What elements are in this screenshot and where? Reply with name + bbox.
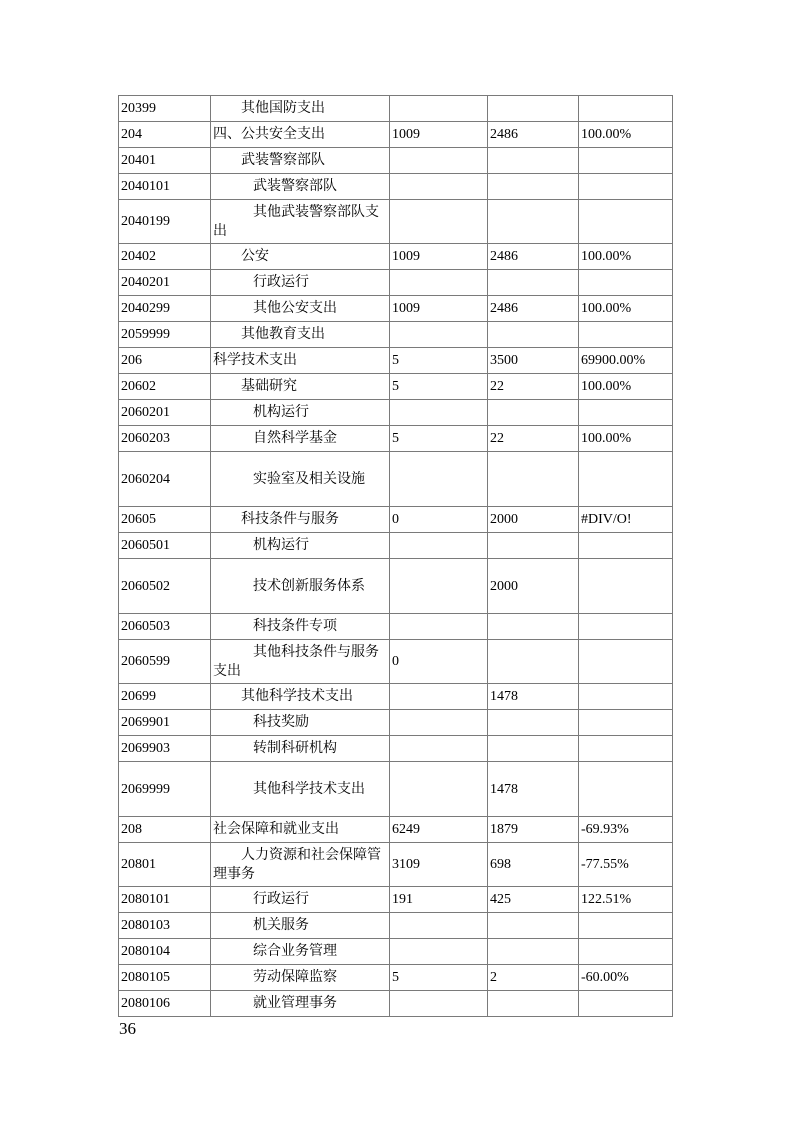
cell-value-2 xyxy=(488,96,579,122)
cell-value-2: 1478 xyxy=(488,762,579,817)
cell-name xyxy=(211,736,390,762)
cell-code: 20605 xyxy=(119,507,211,533)
cell-value-1: 5 xyxy=(390,374,488,400)
cell-value-2: 425 xyxy=(488,887,579,913)
table-row xyxy=(119,913,673,939)
cell-value-1 xyxy=(390,614,488,640)
cell-value-1 xyxy=(390,939,488,965)
cell-code: 20399 xyxy=(119,96,211,122)
cell-code: 20401 xyxy=(119,148,211,174)
cell-value-2: 2486 xyxy=(488,296,579,322)
category-name-text: 转制科研机构 xyxy=(253,741,337,756)
cell-code: 2060503 xyxy=(119,614,211,640)
cell-value-1: 5 xyxy=(390,348,488,374)
cell-percent xyxy=(579,533,673,559)
cell-name xyxy=(211,452,390,507)
cell-percent xyxy=(579,684,673,710)
table-row xyxy=(119,559,673,614)
category-name-text: 其他科学技术支出 xyxy=(241,689,353,704)
cell-name xyxy=(211,174,390,200)
cell-value-2 xyxy=(488,991,579,1017)
category-name-text: 公安 xyxy=(241,249,269,264)
cell-value-2: 22 xyxy=(488,426,579,452)
cell-percent: -69.93% xyxy=(579,817,673,843)
cell-value-2 xyxy=(488,322,579,348)
cell-value-1: 0 xyxy=(390,640,488,684)
category-name-text: 四、公共安全支出 xyxy=(213,127,325,142)
cell-value-1 xyxy=(390,322,488,348)
category-name-text: 其他教育支出 xyxy=(241,327,325,342)
cell-code: 2059999 xyxy=(119,322,211,348)
cell-percent xyxy=(579,640,673,684)
cell-name xyxy=(211,640,390,684)
cell-value-1 xyxy=(390,96,488,122)
cell-value-2 xyxy=(488,200,579,244)
table-row xyxy=(119,348,673,374)
cell-value-1 xyxy=(390,200,488,244)
category-name-text: 技术创新服务体系 xyxy=(253,578,365,594)
cell-name xyxy=(211,913,390,939)
cell-value-2: 3500 xyxy=(488,348,579,374)
cell-code: 2040101 xyxy=(119,174,211,200)
cell-value-2 xyxy=(488,148,579,174)
category-name-text: 就业管理事务 xyxy=(253,996,337,1011)
category-name-text: 科技条件专项 xyxy=(253,619,337,634)
table-row xyxy=(119,174,673,200)
cell-code: 20699 xyxy=(119,684,211,710)
cell-value-2: 1478 xyxy=(488,684,579,710)
cell-code: 204 xyxy=(119,122,211,148)
cell-value-1 xyxy=(390,452,488,507)
cell-name xyxy=(211,400,390,426)
cell-value-1: 191 xyxy=(390,887,488,913)
cell-percent: 100.00% xyxy=(579,244,673,270)
cell-code: 2069999 xyxy=(119,762,211,817)
table-row xyxy=(119,762,673,817)
category-name-text: 其他武装警察部队支出 xyxy=(213,204,379,239)
cell-value-1: 5 xyxy=(390,965,488,991)
cell-value-2 xyxy=(488,452,579,507)
cell-percent: 100.00% xyxy=(579,296,673,322)
cell-code: 20602 xyxy=(119,374,211,400)
category-name-text: 其他科学技术支出 xyxy=(253,781,365,797)
cell-percent xyxy=(579,991,673,1017)
table-row xyxy=(119,296,673,322)
category-name-text: 科技条件与服务 xyxy=(241,512,339,527)
cell-code: 2080104 xyxy=(119,939,211,965)
category-name-text: 科学技术支出 xyxy=(213,353,297,368)
category-name-text: 武装警察部队 xyxy=(241,153,325,168)
cell-name xyxy=(211,843,390,887)
cell-name xyxy=(211,244,390,270)
cell-value-1 xyxy=(390,533,488,559)
cell-percent: 69900.00% xyxy=(579,348,673,374)
cell-value-1: 1009 xyxy=(390,244,488,270)
category-name-text: 机关服务 xyxy=(253,918,309,933)
cell-percent xyxy=(579,762,673,817)
cell-value-1 xyxy=(390,559,488,614)
table-row xyxy=(119,322,673,348)
cell-name xyxy=(211,200,390,244)
cell-code: 2060203 xyxy=(119,426,211,452)
table-row xyxy=(119,200,673,244)
cell-percent xyxy=(579,148,673,174)
category-name-text: 社会保障和就业支出 xyxy=(213,822,339,837)
cell-name xyxy=(211,762,390,817)
table-row xyxy=(119,736,673,762)
cell-percent xyxy=(579,939,673,965)
table-row xyxy=(119,817,673,843)
cell-name xyxy=(211,939,390,965)
table-row xyxy=(119,122,673,148)
cell-percent xyxy=(579,559,673,614)
cell-value-2: 698 xyxy=(488,843,579,887)
cell-value-2: 1879 xyxy=(488,817,579,843)
table-row xyxy=(119,507,673,533)
category-name-text: 其他国防支出 xyxy=(241,101,325,116)
cell-value-1: 5 xyxy=(390,426,488,452)
cell-code: 2040199 xyxy=(119,200,211,244)
category-name-text: 实验室及相关设施 xyxy=(253,471,365,487)
cell-percent: 100.00% xyxy=(579,426,673,452)
cell-value-2 xyxy=(488,270,579,296)
budget-table-body xyxy=(119,96,673,1017)
cell-name xyxy=(211,559,390,614)
cell-code: 2060599 xyxy=(119,640,211,684)
cell-value-2: 2486 xyxy=(488,244,579,270)
category-name-text: 科技奖励 xyxy=(253,715,309,730)
cell-value-1 xyxy=(390,684,488,710)
cell-value-1: 1009 xyxy=(390,296,488,322)
cell-value-2 xyxy=(488,400,579,426)
cell-value-1: 1009 xyxy=(390,122,488,148)
cell-name xyxy=(211,817,390,843)
cell-code: 2080101 xyxy=(119,887,211,913)
table-row xyxy=(119,965,673,991)
cell-code: 20801 xyxy=(119,843,211,887)
cell-value-1 xyxy=(390,400,488,426)
table-row xyxy=(119,452,673,507)
cell-code: 2069903 xyxy=(119,736,211,762)
cell-value-2 xyxy=(488,640,579,684)
cell-code: 2080106 xyxy=(119,991,211,1017)
category-name-text: 其他公安支出 xyxy=(253,301,337,316)
table-row xyxy=(119,614,673,640)
cell-value-1 xyxy=(390,174,488,200)
category-name-text: 行政运行 xyxy=(253,275,309,290)
cell-name xyxy=(211,684,390,710)
cell-value-1: 6249 xyxy=(390,817,488,843)
table-row xyxy=(119,533,673,559)
cell-value-2: 2000 xyxy=(488,507,579,533)
cell-name xyxy=(211,426,390,452)
cell-name xyxy=(211,148,390,174)
cell-name xyxy=(211,348,390,374)
table-row xyxy=(119,426,673,452)
cell-percent xyxy=(579,270,673,296)
cell-name xyxy=(211,296,390,322)
cell-name xyxy=(211,710,390,736)
cell-name xyxy=(211,270,390,296)
cell-name xyxy=(211,533,390,559)
cell-code: 2060204 xyxy=(119,452,211,507)
category-name-text: 机构运行 xyxy=(253,538,309,553)
cell-value-2: 2 xyxy=(488,965,579,991)
cell-value-2: 2486 xyxy=(488,122,579,148)
cell-percent xyxy=(579,913,673,939)
table-row xyxy=(119,684,673,710)
cell-percent xyxy=(579,736,673,762)
table-row xyxy=(119,843,673,887)
table-row xyxy=(119,991,673,1017)
category-name-text: 人力资源和社会保障管理事务 xyxy=(213,847,381,882)
cell-value-1 xyxy=(390,736,488,762)
cell-name xyxy=(211,122,390,148)
cell-code: 2060201 xyxy=(119,400,211,426)
table-row xyxy=(119,270,673,296)
cell-value-2: 22 xyxy=(488,374,579,400)
cell-value-1 xyxy=(390,710,488,736)
table-row xyxy=(119,887,673,913)
cell-value-1 xyxy=(390,913,488,939)
cell-name xyxy=(211,96,390,122)
cell-name xyxy=(211,374,390,400)
cell-percent: -77.55% xyxy=(579,843,673,887)
cell-code: 20402 xyxy=(119,244,211,270)
cell-code: 2040299 xyxy=(119,296,211,322)
budget-table xyxy=(118,95,673,1017)
cell-value-1 xyxy=(390,148,488,174)
table-row xyxy=(119,640,673,684)
category-name-text: 劳动保障监察 xyxy=(253,970,337,985)
cell-code: 206 xyxy=(119,348,211,374)
table-row xyxy=(119,400,673,426)
cell-name xyxy=(211,507,390,533)
category-name-text: 武装警察部队 xyxy=(253,179,337,194)
cell-name xyxy=(211,614,390,640)
table-row xyxy=(119,148,673,174)
cell-name xyxy=(211,965,390,991)
cell-percent: 100.00% xyxy=(579,374,673,400)
cell-value-2 xyxy=(488,174,579,200)
category-name-text: 自然科学基金 xyxy=(253,431,337,446)
category-name-text: 机构运行 xyxy=(253,405,309,420)
cell-percent: #DIV/O! xyxy=(579,507,673,533)
cell-value-2 xyxy=(488,614,579,640)
cell-code: 2060501 xyxy=(119,533,211,559)
cell-percent: 122.51% xyxy=(579,887,673,913)
category-name-text: 其他科技条件与服务支出 xyxy=(213,644,379,679)
cell-value-2 xyxy=(488,913,579,939)
cell-percent: 100.00% xyxy=(579,122,673,148)
table-row xyxy=(119,939,673,965)
cell-percent xyxy=(579,614,673,640)
table-row xyxy=(119,244,673,270)
cell-code: 208 xyxy=(119,817,211,843)
category-name-text: 基础研究 xyxy=(241,379,297,394)
cell-value-1 xyxy=(390,991,488,1017)
cell-value-1 xyxy=(390,762,488,817)
cell-code: 2040201 xyxy=(119,270,211,296)
page-number: 36 xyxy=(119,1019,136,1038)
cell-value-2 xyxy=(488,939,579,965)
cell-percent: -60.00% xyxy=(579,965,673,991)
cell-value-1: 0 xyxy=(390,507,488,533)
cell-percent xyxy=(579,452,673,507)
cell-percent xyxy=(579,322,673,348)
table-row xyxy=(119,710,673,736)
cell-value-2 xyxy=(488,736,579,762)
cell-name xyxy=(211,322,390,348)
cell-value-2 xyxy=(488,533,579,559)
category-name-text: 行政运行 xyxy=(253,892,309,907)
cell-name xyxy=(211,991,390,1017)
table-row xyxy=(119,374,673,400)
cell-percent xyxy=(579,710,673,736)
cell-value-2 xyxy=(488,710,579,736)
cell-code: 2080103 xyxy=(119,913,211,939)
cell-name xyxy=(211,887,390,913)
category-name-text: 综合业务管理 xyxy=(253,944,337,959)
cell-code: 2080105 xyxy=(119,965,211,991)
cell-value-1 xyxy=(390,270,488,296)
cell-percent xyxy=(579,200,673,244)
cell-value-2: 2000 xyxy=(488,559,579,614)
cell-percent xyxy=(579,96,673,122)
table-row xyxy=(119,96,673,122)
cell-code: 2060502 xyxy=(119,559,211,614)
cell-code: 2069901 xyxy=(119,710,211,736)
cell-value-1: 3109 xyxy=(390,843,488,887)
cell-percent xyxy=(579,174,673,200)
cell-percent xyxy=(579,400,673,426)
